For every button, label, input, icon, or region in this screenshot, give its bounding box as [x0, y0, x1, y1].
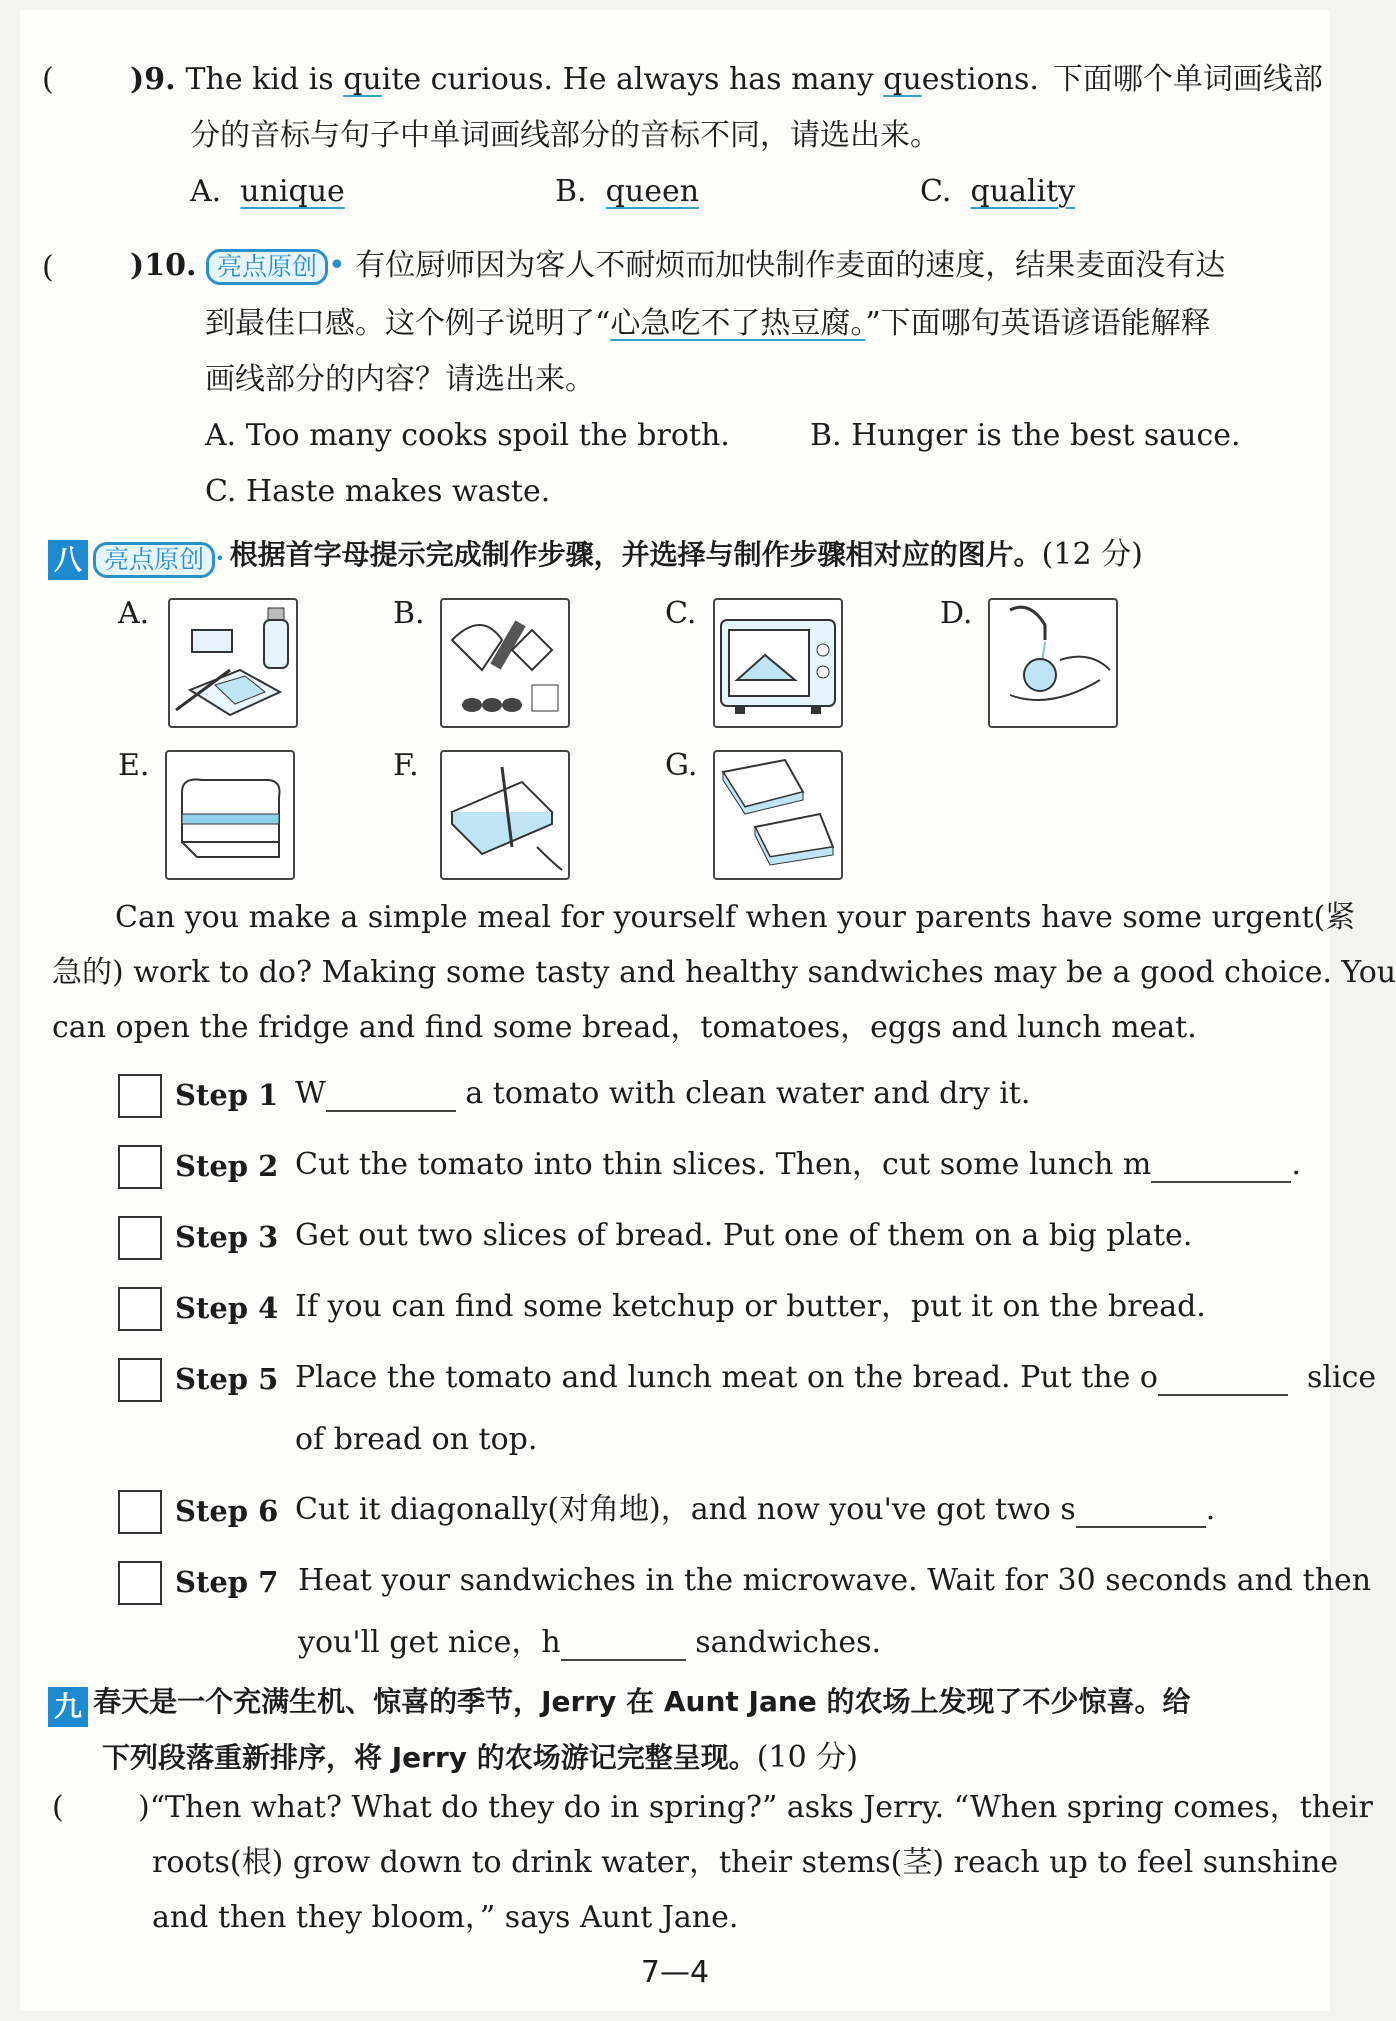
triangle-sandwiches-icon: [713, 750, 843, 880]
step-answer-box[interactable]: [118, 1287, 162, 1331]
step-blank[interactable]: [561, 1629, 686, 1661]
cutting-sandwich-icon: [440, 750, 570, 880]
washing-tomato-icon: [988, 598, 1118, 728]
step-label: Step 7: [175, 1565, 279, 1599]
step-answer-box[interactable]: [118, 1074, 162, 1118]
q9-line1: )9. The kid is quite curious. He always has many questions. 下面哪个单词画线部: [130, 62, 1323, 97]
step-blank[interactable]: [326, 1080, 456, 1112]
picture-label: C.: [665, 596, 697, 631]
sandwich-icon: [165, 750, 295, 880]
step-label: Step 4: [175, 1291, 279, 1325]
step-7-text-cont: you'll get nice，h sandwiches.: [298, 1625, 882, 1660]
step-blank[interactable]: [1076, 1496, 1206, 1528]
paragraph-line: and then they bloom，” says Aunt Jane.: [152, 1900, 739, 1935]
section-9-heading: 九 春天是一个充满生机、惊喜的季节，Jerry 在 Aunt Jane 的农场上发现了不少惊喜。给: [48, 1680, 1191, 1727]
paragraph-line: roots(根) grow down to drink water，their stems(茎) reach up to feel sunshine: [152, 1845, 1339, 1880]
step-answer-box[interactable]: [118, 1358, 162, 1402]
step-answer-box[interactable]: [118, 1561, 162, 1605]
section-number: 九: [48, 1687, 88, 1727]
step-4-text: If you can find some ketchup or butter，put it on the bread.: [295, 1289, 1206, 1324]
step-5-text: Place the tomato and lunch meat on the bread. Put the o slice: [295, 1360, 1377, 1395]
picture-label: G.: [665, 748, 698, 783]
section-8-heading: 八 亮点原创 • 根据首字母提示完成制作步骤，并选择与制作步骤相对应的图片。(12 分): [48, 533, 1143, 580]
section-9-heading-cont: 下列段落重新排序，将 Jerry 的农场游记完整呈现。(10 分): [102, 1740, 858, 1775]
q9-line2: 分的音标与句子中单词画线部分的音标不同，请选出来。: [190, 118, 940, 153]
q10-option-c: C. Haste makes waste.: [205, 474, 551, 509]
step-7-text: Heat your sandwiches in the microwave. Wait for 30 seconds and then: [298, 1563, 1372, 1598]
step-label: Step 5: [175, 1362, 279, 1396]
q10-option-a: A. Too many cooks spoil the broth.: [205, 418, 730, 453]
q10-line2: 到最佳口感。这个例子说明了“心急吃不了热豆腐。”下面哪句英语谚语能解释: [205, 306, 1211, 341]
step-6-text: Cut it diagonally(对角地)，and now you've got two s .: [295, 1492, 1216, 1527]
answer-paren[interactable]: (: [52, 1790, 64, 1825]
q9-option-c: C. quality: [920, 174, 1076, 209]
q10-line1: )10. 亮点原创 • 有位厨师因为客人不耐烦而加快制作麦面的速度，结果麦面没有达: [130, 248, 1226, 283]
cutting-meat-icon: [440, 598, 570, 728]
step-label: Step 1: [175, 1078, 279, 1112]
answer-paren[interactable]: (: [42, 250, 54, 285]
step-blank[interactable]: [1151, 1151, 1291, 1183]
picture-label: D.: [940, 596, 973, 631]
picture-label: F.: [393, 748, 419, 783]
page-number: 7—4: [640, 1955, 710, 1990]
microwave-icon: [713, 598, 843, 728]
picture-label: E.: [118, 748, 150, 783]
paragraph-line: )“Then what? What do they do in spring?” asks Jerry. “When spring comes，their: [138, 1790, 1373, 1825]
bread-butter-ketchup-icon: [168, 598, 298, 728]
section-number: 八: [48, 540, 88, 580]
passage-line: 急的) work to do? Making some tasty and healthy sandwiches may be a good choice. You: [52, 955, 1396, 990]
step-2-text: Cut the tomato into thin slices. Then，cut some lunch m .: [295, 1147, 1301, 1182]
step-5-text-cont: of bread on top.: [295, 1422, 538, 1457]
picture-label: B.: [393, 596, 425, 631]
q9-option-b: B. queen: [555, 174, 700, 209]
picture-label: A.: [118, 596, 150, 631]
step-answer-box[interactable]: [118, 1216, 162, 1260]
step-blank[interactable]: [1158, 1364, 1288, 1396]
step-3-text: Get out two slices of bread. Put one of them on a big plate.: [295, 1218, 1193, 1253]
original-badge: 亮点原创: [206, 249, 328, 285]
answer-paren[interactable]: (: [42, 62, 54, 97]
step-label: Step 2: [175, 1149, 279, 1183]
step-label: Step 6: [175, 1494, 279, 1528]
q10-option-b: B. Hunger is the best sauce.: [810, 418, 1241, 453]
q10-line3: 画线部分的内容？请选出来。: [205, 362, 595, 397]
step-1-text: W a tomato with clean water and dry it.: [295, 1076, 1031, 1111]
passage-line: can open the fridge and find some bread，tomatoes，eggs and lunch meat.: [52, 1010, 1197, 1045]
passage-line: Can you make a simple meal for yourself when your parents have some urgent(紧: [115, 900, 1356, 935]
q9-option-a: A. unique: [190, 174, 345, 209]
step-answer-box[interactable]: [118, 1145, 162, 1189]
step-answer-box[interactable]: [118, 1490, 162, 1534]
step-label: Step 3: [175, 1220, 279, 1254]
original-badge: 亮点原创: [93, 542, 215, 578]
